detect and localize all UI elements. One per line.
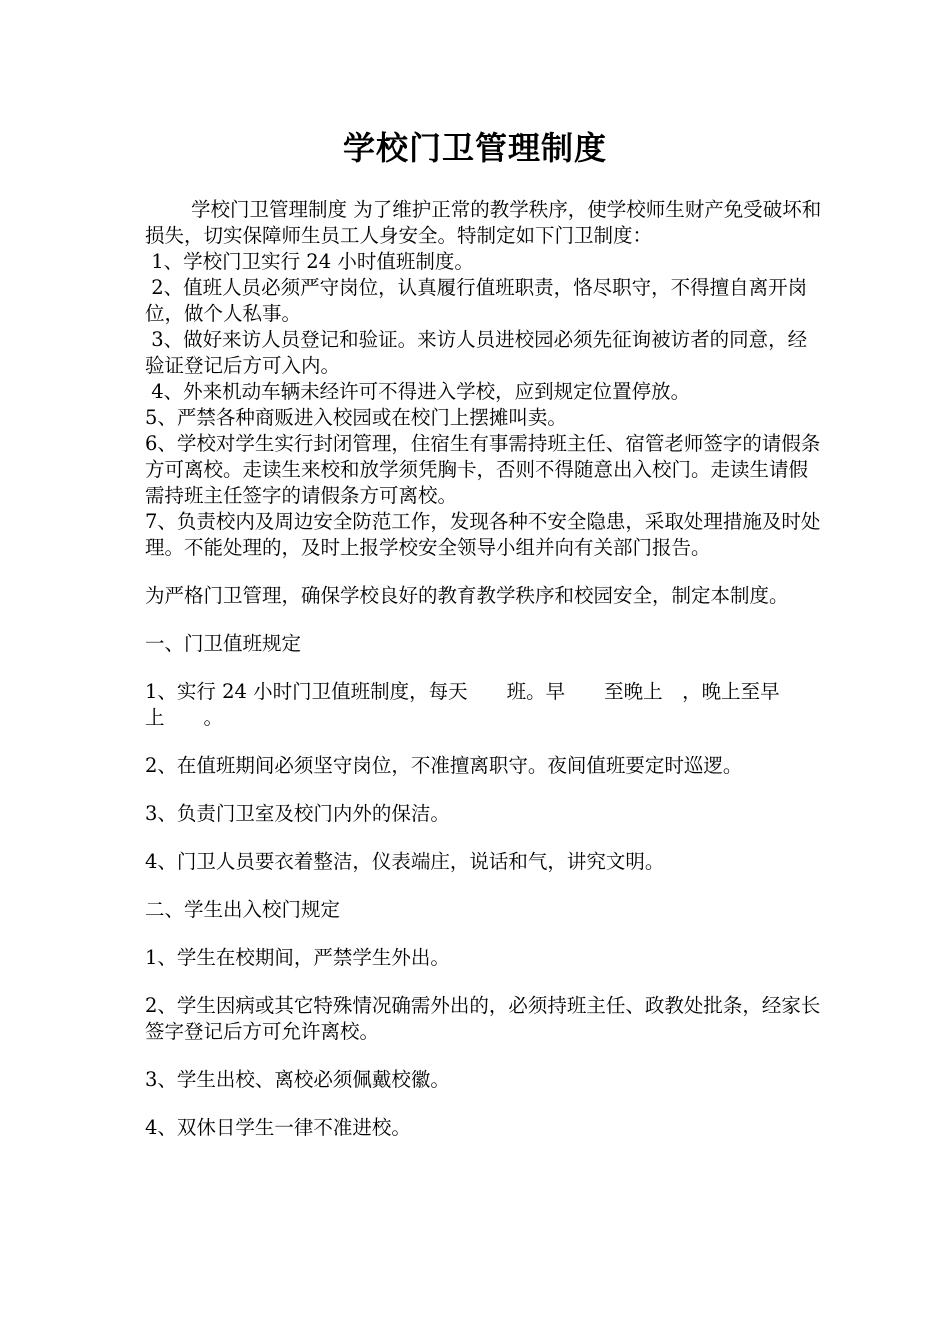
section2-heading: 二、学生出入校门规定: [145, 898, 341, 921]
rule-4: 4、外来机动车辆未经许可不得进入学校，应到规定位置停放。: [145, 380, 691, 403]
rule-3: 3、做好来访人员登记和验证。来访人员进校园必须先征询被访者的同意，经验证登记后方可入内。: [145, 328, 808, 377]
section2-item-4: 4、双休日学生一律不准进校。: [145, 1116, 411, 1139]
spacer: [145, 971, 825, 993]
spacer: [145, 923, 825, 945]
section1-heading: 一、门卫值班规定: [145, 632, 302, 655]
section2-item-1: 1、学生在校期间，严禁学生外出。: [145, 946, 450, 969]
spacer: [145, 779, 825, 801]
spacer: [145, 827, 825, 849]
document-body: [145, 197, 825, 1141]
spacer: [145, 1045, 825, 1067]
spacer: [145, 657, 825, 679]
rule-1: 1、学校门卫实行 24 小时值班制度。: [145, 250, 474, 273]
section2-item-2: 2、学生因病或其它特殊情况确需外出的，必须持班主任、政教处批条，经家长签字登记后方可允许离校。: [145, 994, 821, 1043]
section1-item-2: 2、在值班期间必须坚守岗位，不准擅离职守。夜间值班要定时巡逻。: [145, 754, 743, 777]
rule-2: 2、值班人员必须严守岗位，认真履行值班职责，恪尽职守，不得擅自离开岗位，做个人私事。: [145, 276, 808, 325]
rule-7: 7、负责校内及周边安全防范工作，发现各种不安全隐患，采取处理措施及时处理。不能处理的，及时上报学校安全领导小组并向有关部门报告。: [145, 510, 821, 559]
rule-5: 5、严禁各种商贩进入校园或在校门上摆摊叫卖。: [145, 406, 567, 429]
spacer: [145, 875, 825, 897]
rule-6: 6、学校对学生实行封闭管理，住宿生有事需持班主任、宿管老师签字的请假条方可离校。走读生来校和放学须凭胸卡，否则不得随意出入校门。走读生请假需持班主任签字的请假条方可离校。: [145, 432, 821, 507]
page-title: 学校门卫管理制度: [342, 129, 607, 167]
section1-item-4: 4、门卫人员要衣着整洁，仪表端庄，说话和气，讲究文明。: [145, 850, 665, 873]
section2-item-3: 3、学生出校、离校必须佩戴校徽。: [145, 1068, 450, 1091]
spacer: [145, 561, 825, 583]
spacer: [145, 609, 825, 631]
spacer: [145, 1093, 825, 1115]
purpose-paragraph: 为严格门卫管理，确保学校良好的教育教学秩序和校园安全，制定本制度。: [145, 584, 789, 607]
section1-item-3: 3、负责门卫室及校门内外的保洁。: [145, 802, 450, 825]
intro-paragraph: 学校门卫管理制度 为了维护正常的教学秩序，使学校师生财产免受破坏和损失，切实保障师生员工人身安全。特制定如下门卫制度：: [145, 198, 822, 247]
section1-item-1: 1、实行 24 小时门卫值班制度，每天 班。早 至晚上 ，晚上至早上 。: [145, 680, 780, 729]
spacer: [145, 731, 825, 753]
